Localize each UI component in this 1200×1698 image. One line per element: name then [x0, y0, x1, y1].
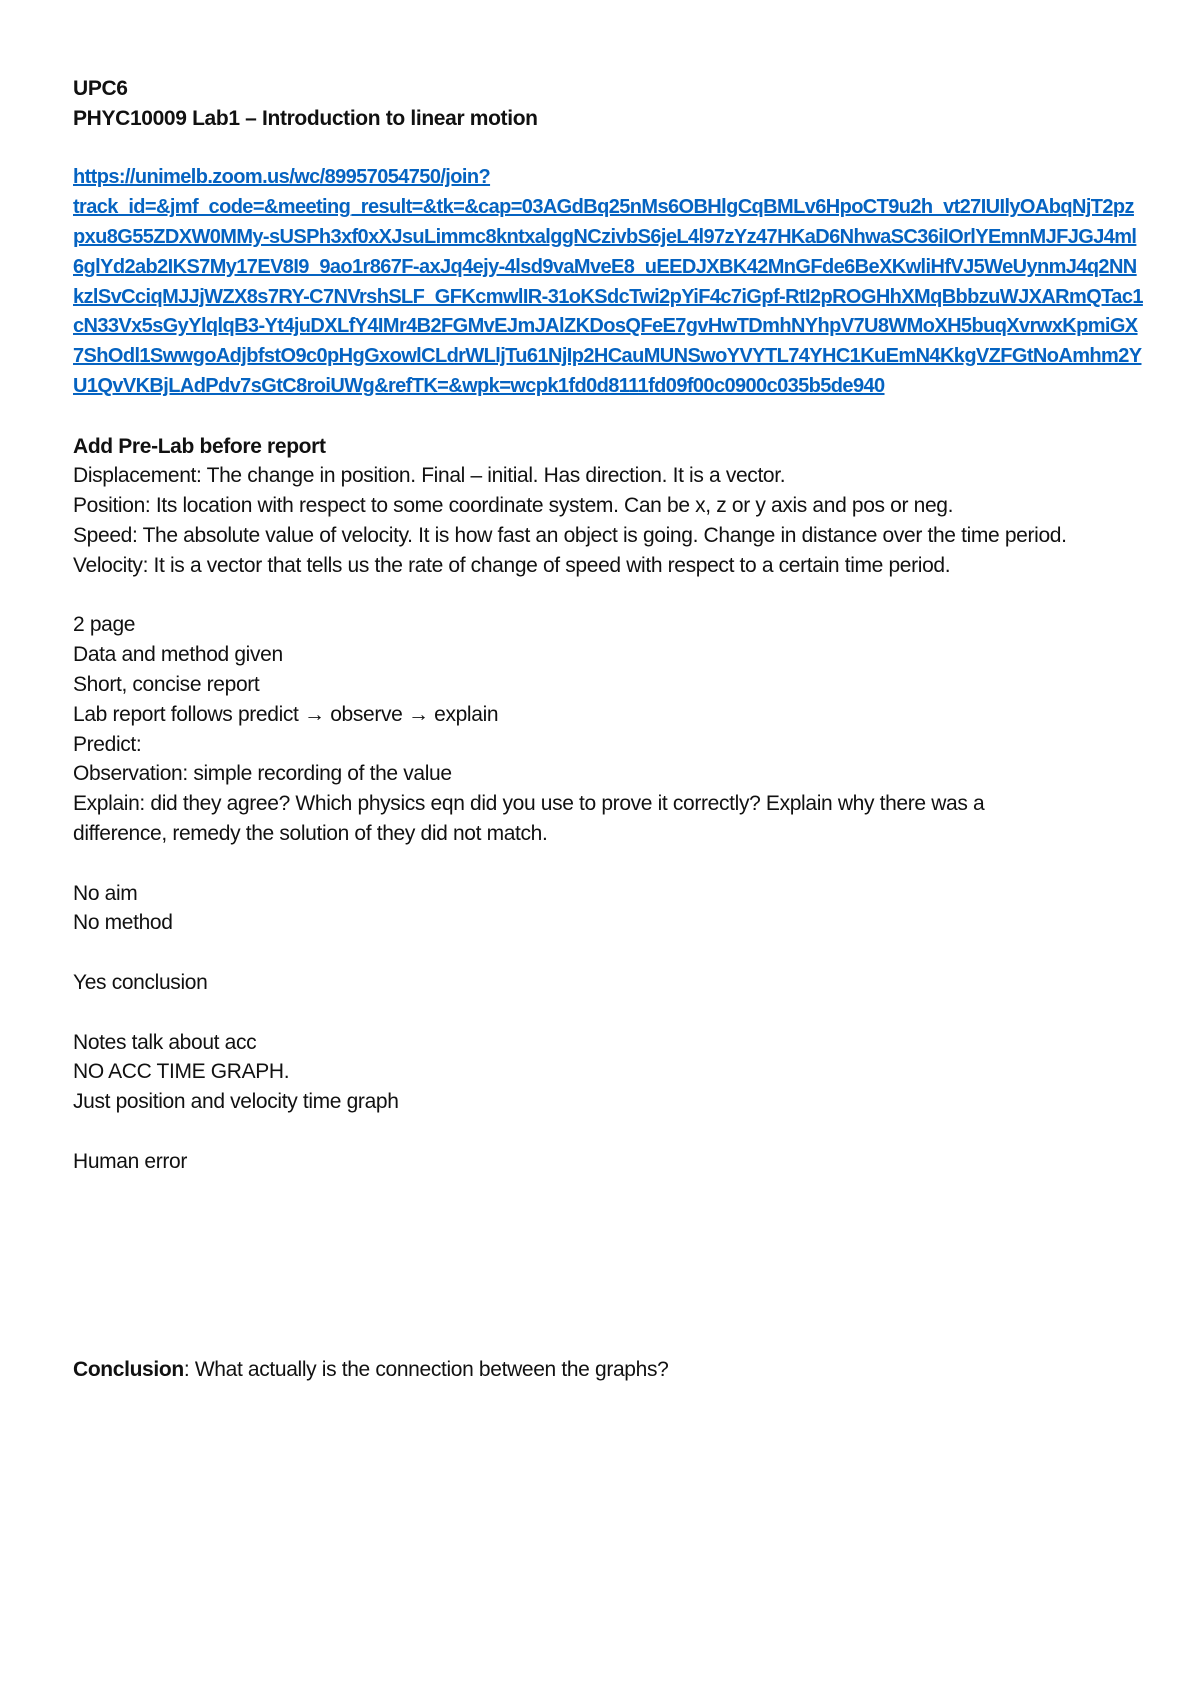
- zoom-link-rest[interactable]: track_id=&jmf_code=&meeting_result=&tk=&cap=03AGdBq25nMs6OBHlgCqBMLv6HpoCT9u2h_vt27IUIlyOAbqNjT2pzpxu8G55ZDXW0MMy-sUSPh3xf0xXJsuLimmc8kntxalggNCzivbS6jeL4l97zYz47HKaD6NhwaSC36iIOrlYEmnMJFJGJ4ml6glYd2ab2IKS7My17EV8I9_9ao1r867F-axJq4ejy-4lsd9vaMveE8_uEEDJXBK42MnGFde6BeXKwliHfVJ5WeUynmJ4q2NNkzlSvCciqMJJjWZX8s7RY-C7NVrshSLF_GFKcmwlIR-31oKSdcTwi2pYiF4c7iGpf-RtI2pROGHhXMqBbbzuWJXARmQTac1cN33Vx5sGyYlqlqB3-Yt4juDXLfY4IMr4B2FGMvEJmJAlZKDosQFeE7gvHwTDmhNYhpV7U8WMoXH5buqXvrwxKpmiGX7ShOdl1SwwgoAdjbfstO9c0pHgGxowlCLdrWLljTu61NjIp2HCauMUNSwoYVYTL74YHC1KuEmN4KkgVZFGtNoAmhm2YU1QvVKBjLAdPdv7sGtC8roiUWg&refTK=&wpk=wcpk1fd0d8111fd09f00c0900c035b5de940: [73, 196, 1143, 397]
- spacer: [73, 1325, 1143, 1355]
- spacer: [73, 581, 1143, 611]
- zoom-link[interactable]: [73, 163, 1143, 401]
- document-page: [73, 74, 1143, 1385]
- notes-no-acc-graph: NO ACC TIME GRAPH.: [73, 1060, 290, 1084]
- report-observation: Observation: simple recording of the value: [73, 762, 452, 786]
- spacer: [73, 1117, 1143, 1147]
- spacer: [73, 1206, 1143, 1236]
- report-data-method: Data and method given: [73, 643, 283, 667]
- prelab-velocity: Velocity: It is a vector that tells us the rate of change of speed with respect to a certain time period.: [73, 553, 951, 577]
- notes-just-graph: Just position and velocity time graph: [73, 1090, 399, 1114]
- report-observe: observe: [330, 702, 403, 726]
- report-follows-prefix: Lab report follows predict: [73, 702, 299, 726]
- spacer: [73, 1176, 1143, 1206]
- prelab-heading: Add Pre-Lab before report: [73, 434, 326, 458]
- prelab-position: Position: Its location with respect to some coordinate system. Can be x, z or y axis and pos or neg.: [73, 494, 954, 518]
- spacer: [73, 849, 1143, 879]
- report-follows: [73, 700, 1143, 730]
- zoom-link-line1[interactable]: https://unimelb.zoom.us/wc/89957054750/join?: [73, 166, 491, 189]
- arrow-right-icon: →: [304, 702, 325, 726]
- spacer: [73, 1266, 1143, 1296]
- doc-title: PHYC10009 Lab1 – Introduction to linear motion: [73, 106, 538, 130]
- conclusion: [73, 1355, 1143, 1385]
- conclusion-text: : What actually is the connection between the graphs?: [183, 1358, 669, 1382]
- spacer: [73, 402, 1143, 432]
- notes-human-error: Human error: [73, 1149, 188, 1173]
- yes-conclusion: Yes conclusion: [73, 970, 208, 994]
- report-explain: Explain: did they agree? Which physics eqn did you use to prove it correctly? Explain why there was a difference, remedy the solution of they did not match.: [73, 792, 985, 845]
- prelab-displacement: Displacement: The change in position. Final – initial. Has direction. It is a vector.: [73, 464, 786, 488]
- no-method: No method: [73, 911, 173, 935]
- report-explain-word: explain: [434, 702, 499, 726]
- report-pages: 2 page: [73, 613, 136, 637]
- notes-acc: Notes talk about acc: [73, 1030, 257, 1054]
- report-predict: Predict:: [73, 732, 142, 756]
- no-aim: No aim: [73, 881, 138, 905]
- spacer: [73, 134, 1143, 164]
- report-short: Short, concise report: [73, 672, 260, 696]
- spacer: [73, 1296, 1143, 1326]
- spacer: [73, 998, 1143, 1028]
- doc-code: UPC6: [73, 77, 128, 100]
- prelab-speed: Speed: The absolute value of velocity. It is how fast an object is going. Change in distance over the time period.: [73, 523, 1067, 547]
- spacer: [73, 1236, 1143, 1266]
- conclusion-label: Conclusion: [73, 1358, 184, 1382]
- spacer: [73, 938, 1143, 968]
- arrow-right-icon: →: [407, 702, 429, 726]
